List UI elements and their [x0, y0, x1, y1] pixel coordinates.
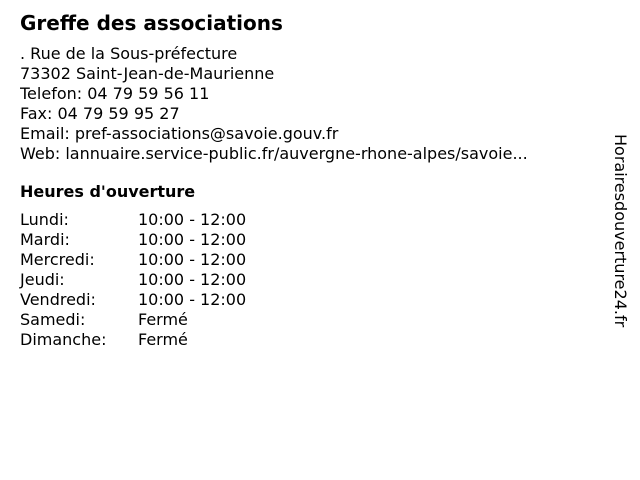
hours-row-thursday — [20, 270, 600, 290]
address-street: . Rue de la Sous-préfecture — [20, 44, 238, 63]
hours-day: Mardi: — [20, 230, 70, 249]
hours-day: Mercredi: — [20, 250, 95, 269]
hours-row-friday — [20, 290, 600, 310]
hours-heading: Heures d'ouverture — [20, 182, 196, 201]
business-card — [20, 10, 600, 350]
fax-number: Fax: 04 79 59 95 27 — [20, 104, 180, 123]
hours-time: 10:00 - 12:00 — [138, 270, 247, 289]
hours-time: 10:00 - 12:00 — [138, 210, 247, 229]
hours-day: Jeudi: — [20, 270, 65, 289]
hours-time: Fermé — [138, 330, 188, 349]
hours-row-tuesday — [20, 230, 600, 250]
hours-day: Samedi: — [20, 310, 86, 329]
hours-time: 10:00 - 12:00 — [138, 230, 247, 249]
hours-time: 10:00 - 12:00 — [138, 250, 247, 269]
hours-day: Dimanche: — [20, 330, 107, 349]
hours-day: Lundi: — [20, 210, 69, 229]
hours-row-sunday — [20, 330, 600, 350]
hours-time: 10:00 - 12:00 — [138, 290, 247, 309]
hours-list — [20, 210, 600, 350]
brand-watermark: Horairesdouverture24.fr — [611, 134, 630, 328]
website-link[interactable]: Web: lannuaire.service-public.fr/auvergne-rhone-alpes/savoie... — [20, 144, 528, 163]
business-title: Greffe des associations — [20, 11, 283, 35]
phone-number[interactable]: Telefon: 04 79 59 56 11 — [20, 84, 210, 103]
address-city: 73302 Saint-Jean-de-Maurienne — [20, 64, 275, 83]
hours-row-monday — [20, 210, 600, 230]
email-address[interactable]: Email: pref-associations@savoie.gouv.fr — [20, 124, 339, 143]
hours-day: Vendredi: — [20, 290, 96, 309]
hours-row-wednesday — [20, 250, 600, 270]
hours-row-saturday — [20, 310, 600, 330]
hours-time: Fermé — [138, 310, 188, 329]
